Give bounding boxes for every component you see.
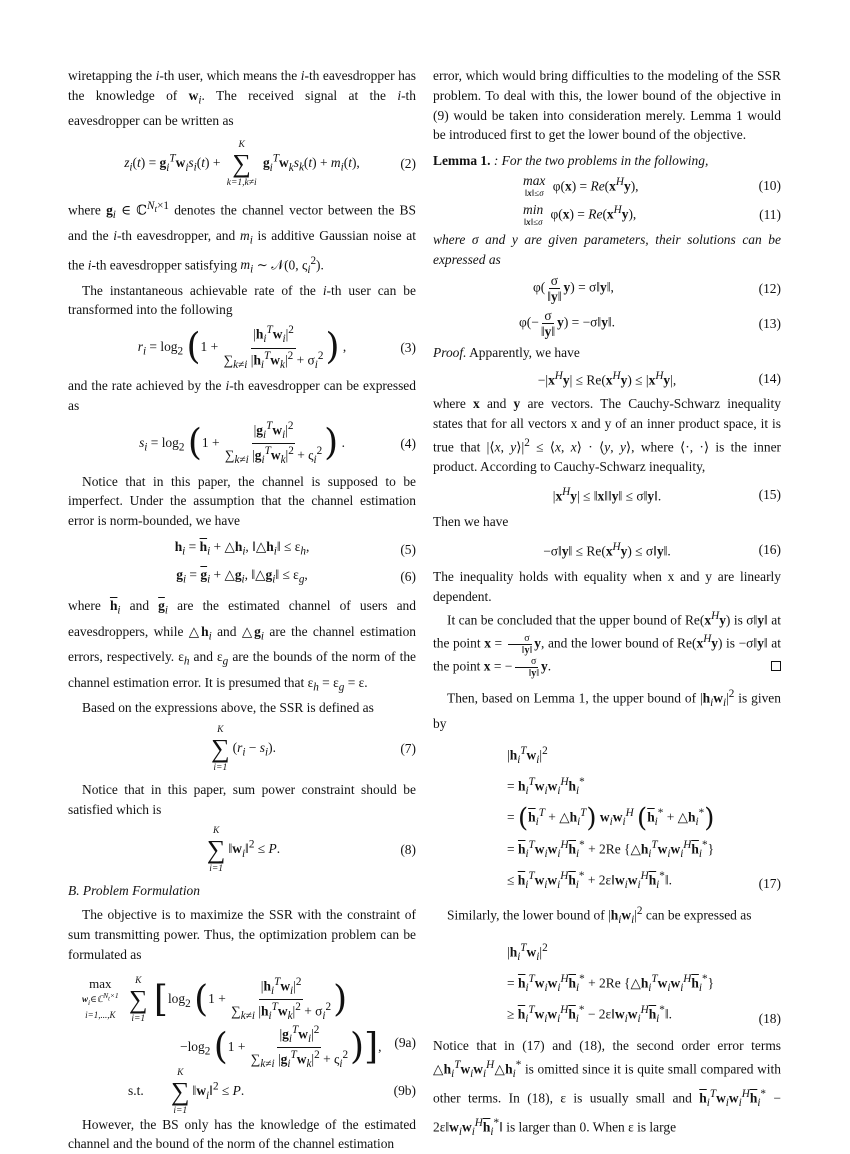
qed-icon [771,661,781,671]
equation-number: (16) [758,541,781,557]
equation-number: (17) [758,876,781,892]
equation-11: min ‖x‖≤σ $\varphi(x) = Re(x^Hy)$, (11) [523,201,781,227]
equation-8: K ∑ i=1 $‖w_i‖^2 \le P$. (8) [206,826,416,875]
proof-heading: Proof. [433,345,467,361]
paragraph: Then we have [433,514,509,530]
equation-12: φ( $\frac{\sigma}{‖y‖}$ y) = σ‖y‖, (12) [533,273,781,305]
equation-number: (18) [758,1010,781,1026]
paragraph: The inequality holds with equality when x and y are linearly dependent. [433,569,781,605]
equation-number: (2) [400,156,416,172]
equation-number: (10) [758,178,781,194]
equation-4: $s_i = \log_2 (1$ + $|g_i^Tw_i|^2$ $\sum_{k\ne i}$ $|g_i^Tw_k|^2 + \varsigma_i^2$ ) . (4) [139,420,416,467]
equation-2: $z_i(t) = g_i^Tw_is_i(t)$ + K ∑ k=1,k≠i $g_i^Tw_ks_k(t) + m_i(t)$, (2) [124,140,416,189]
paragraph: The objective is to maximize the SSR with the constraint of sum transmitting power. Thus, the optimization problem can be formulated as [68,907,416,962]
lemma-statement [433,151,781,171]
paragraph: Based on the expressions above, the SSR is defined as [82,699,374,715]
equation-number: (5) [400,541,416,557]
section-heading: B. Problem Formulation [68,883,200,899]
proof-text: Apparently, we have [469,345,580,361]
equation-9a: max $w_i\in ℂ^{N_t\times 1}$ i=1,...,K K ∑ i=1 [$\log_2$ (1 + $|h_i^Tw_i|^2$ $\sum_{k\ne i}$ $|h_i^Tw_k|^2 + \sigma_i^2$ ) $-\log_2$ (1 + $|g_i^Tw_i|^2$ $\sum_{k\ne i}$ $|g_i^Tw_k|^2 + \varsigma_i^2$ )], (9a) [82,975,416,1070]
equation-number: (3) [400,340,416,356]
equation-number: (11) [759,206,781,222]
paragraph: where x and y are vectors. The Cauchy-Schwarz inequality states that for all vectors x and y of an inner product space, it is true that |⟨x, $y⟩|^2$ ≤ ⟨x, x⟩ · ⟨y, y⟩, where ⟨·, ·⟩ is the inner product. According to Cauchy-Schwarz inequality, [433,396,782,475]
paragraph: Notice that in (17) and (18), the second order error terms $\triangle h_i^Tw_iw_i^H\triangle h_i^*$ is omitted since it is quite small compared with other terms. In (18), ε is usually small and $\overline{h}_i^Tw_iw_i^H\overline{h}_i^*$ − $2\varepsilon‖w_iw_i^H\overline{h}_i^*‖$ is larger than 0. When ε is large [433,1038,781,1139]
equation-number: (9a) [394,1034,416,1050]
paragraph: error, which would bring difficulties to the modeling of the SSR problem. To deal with this, the lower bound of the objective in (9) would be taken into consideration merely. Lemma 1 would be introduced first to get the lower bound of the objective. [433,68,781,143]
equation-5: $h_i = \overline{h}_i$ + $\triangle h_i$, $‖\triangle h_i‖ \le \varepsilon_h$, (5) [174,539,416,558]
paragraph: Notice that in this paper, sum power constraint should be satisfied which is [68,781,416,817]
equation-number: (6) [400,569,416,585]
paragraph: where $g_i$ ∈ ℂ$^{N_t\times 1}$ denotes the channel vector between the BS and the i-th eavesdropper, and $m_i$ is additive Gaussian noise at the i-th eavesdropper satisfying $m_i$ ∼ 𝒩(0, $\varsigma_i^2$). [68,200,417,276]
paragraph: where $\overline{h}_i$ and $\overline{g}_i$ are the estimated channel of users and eavesdroppers, while $\triangle h_i$ and $\triangle g_i$ are the channel estimation errors, respectively. $\varepsilon_h$ and $\varepsilon_g$ are the bounds of the norm of the channel estimation error. It is presumed that $\varepsilon_h = \varepsilon_g = \varepsilon$. [68,598,417,694]
proof-intro [433,343,781,363]
paragraph: Similarly, the lower bound of $|h_iw_i|^2$ can be expressed as [447,904,752,927]
equation-10: max ‖x‖≤σ $\varphi(x) = Re(x^Hy)$, (10) [523,173,781,199]
equation-3: $r_i = \log_2 (1$ + $|h_i^Tw_i|^2$ $\sum_{k\ne i}$ $|h_i^Tw_k|^2 + \sigma_i^2$ ) , (3) [137,324,416,371]
equation-17: $|h_i^Tw_i|^2$ = $h_i^Tw_iw_i^Hh_i^*$ = ($\overline{h}_i^T$ + $\triangle h_i^T$) $w_iw_i^H$ ($\overline{h}_i^*$ + $\triangle h_i^*$) = $\overline{h}_i^Tw_iw_i^H\overline{h}_i^* + 2Re$ $\{\triangle h_i^Tw_iw_i^H\overline{h}_i^*\}$ ≤ $\overline{h}_i^Tw_iw_i^H\overline{h}_i^*$ + $2\varepsilon‖w_iw_i^H\overline{h}_i^*‖$. (17) [507,740,781,896]
right-column [433,66,781,1143]
equation-number: (8) [400,842,416,858]
left-column [68,66,416,1154]
equation-14: $-|x^Hy| \le Re(x^Hy) \le |x^Hy|$, (14) [537,370,781,388]
equation-18: $|h_i^Tw_i|^2$ = $\overline{h}_i^Tw_iw_i^H\overline{h}_i^* + 2Re$ $\{\triangle h_i^Tw_iw_i^H\overline{h}_i^*\}$ ≥ $\overline{h}_i^Tw_iw_i^H\overline{h}_i^*$ − $2\varepsilon‖w_iw_i^H\overline{h}_i^*‖$. (18) [507,937,781,1031]
lemma-heading: Lemma 1. [433,153,491,169]
equation-13: φ(− $\frac{\sigma}{‖y‖}$ y) = −σ‖y‖. (13) [519,308,781,340]
paragraph: Then, based on Lemma 1, the upper bound of $|h_iw_i|^2$ is given by [433,688,781,732]
equation-number: (4) [400,435,416,451]
paragraph: However, the BS only has the knowledge of the estimated channel and the bound of the norm of the channel estimation [68,1116,416,1152]
paragraph: The instantaneous achievable rate of the i-th user can be transformed into the following [68,282,416,318]
equation-number: (15) [758,486,781,502]
equation-16: −σ‖y‖ ≤ $Re(x^Hy)$ ≤ σ‖y‖. (16) [543,541,781,559]
st-label: s.t. [128,1082,144,1098]
equation-number: (12) [758,280,781,296]
equation-number: (14) [758,370,781,386]
equation-6: $g_i = \overline{g}_i$ + $\triangle g_i$, $‖\triangle g_i‖ \le \varepsilon_g$, (6) [176,566,416,586]
paragraph: and the rate achieved by the i-th eavesdropper can be expressed as [68,378,416,413]
equation-7: K ∑ i=1 $(r_i - s_i)$. (7) [211,724,416,773]
lemma-text: : For the two problems in the following, [493,153,709,169]
lemma-tail: where σ and y are given parameters, their solutions can be expressed as [433,231,781,267]
equation-15: $|x^Hy|$ ≤ ‖x‖‖y‖ ≤ σ‖y‖. (15) [552,486,781,504]
paragraph: Notice that in this paper, the channel is supposed to be imperfect. Under the assumption that the channel estimation error is norm-bounded, we have [68,473,416,529]
paragraph: wiretapping the i-th user, which means the i-th eavesdropper has the knowledge of $w_i$. The received signal at the i-th eavesdropper can be written as [68,68,416,129]
paragraph: It can be concluded that the upper bound of $Re(x^Hy)$ is σ‖y‖ at the point x = $\frac{\sigma}{‖y‖}$ y, and the lower bound of $Re(x^Hy)$ is −σ‖y‖ at the point x = − $\frac{\sigma}{‖y‖}$ y. [433,610,781,680]
equation-9b: s.t. K ∑ i=1 $‖w_i‖^2 \le P$. (9b) [128,1067,416,1116]
equation-number: (7) [400,740,416,756]
equation-number: (13) [758,315,781,331]
equation-number: (9b) [393,1082,416,1098]
